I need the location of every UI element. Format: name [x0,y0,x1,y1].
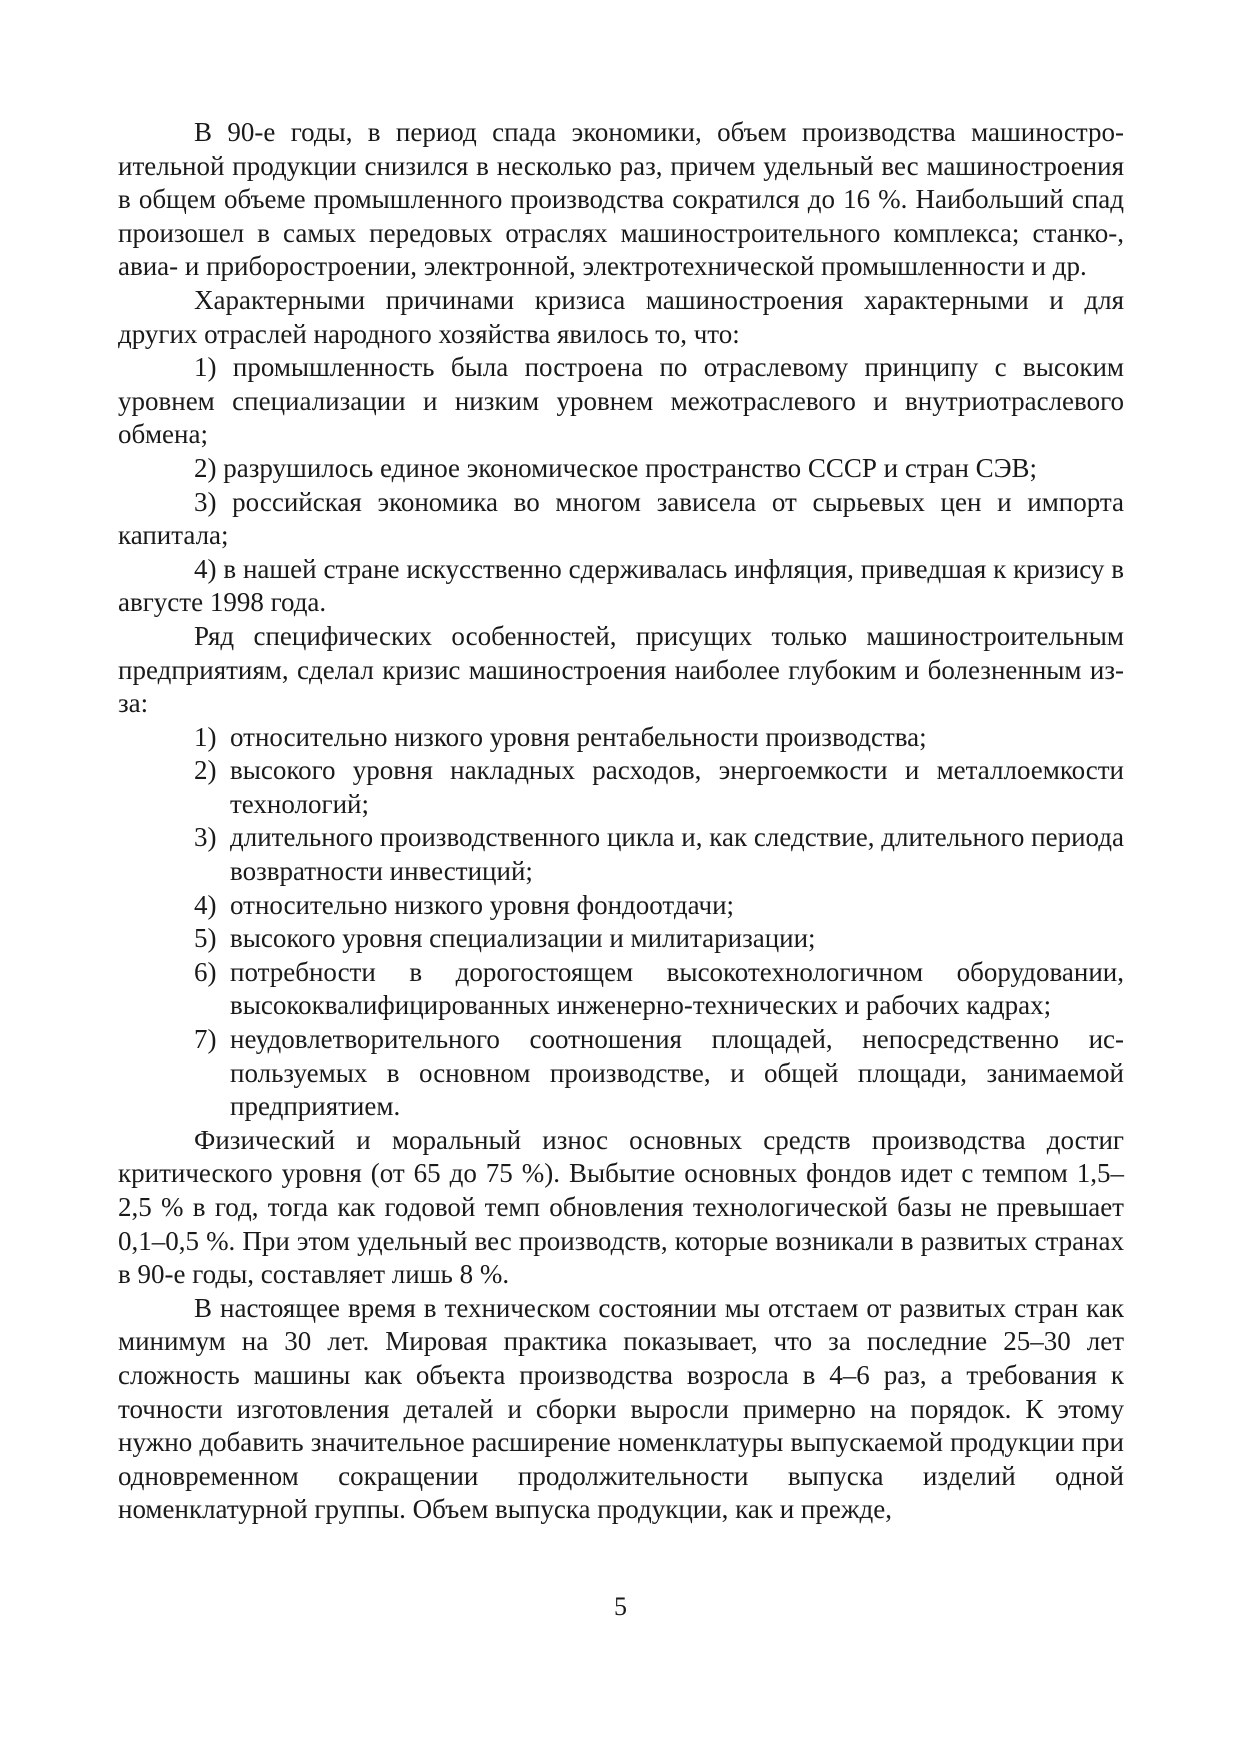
list-item-number: 7) [194,1024,217,1055]
list-item [118,721,1124,755]
list-item [118,956,1124,1023]
list-item-text: потребности в дорогостоящем высокотехнологичном оборудовании, высококвалифицированных инженерно-технических и рабочих кадрах; [230,956,1124,1021]
cause-item-1: 1) промышленность была построена по отраслевому принципу с высоким уровнем специализации и низким уровнем межотраслевого и внутриотраслевого обмена; [118,352,1124,450]
list-item [118,889,1124,923]
list-item [118,754,1124,821]
causes-intro-paragraph: Характерными причинами кризиса машиностроения характерными и для других отраслей народного хозяйства явилось то, что: [118,284,1124,349]
page-body [118,116,1124,1527]
cause-item-2: 2) разрушилось единое экономическое пространство СССР и стран СЭВ; [194,452,1038,483]
features-intro-paragraph: Ряд специфических особенностей, присущих только машиностроительным предприятиям, сделал кризис машиностроения наиболее глубоким и болезненным из-за: [118,620,1124,719]
list-item-number: 2) [194,755,217,786]
list-item-text: высокого уровня накладных расходов, энергоемкости и металлоемкости технологий; [230,755,1124,819]
present-paragraph: В настоящее время в техническом состоянии мы отстаем от развитых стран как минимум на 30 лет. Мировая практика показывает, что за последние 25–30 лет сложность машины как объекта производства возросла в 4–6 раз, а требования к точности изготовления деталей и сборки выросли примерно на порядок. К этому нужно добавить значительное расширение номенклатуры выпускаемой продукции при одновременном сокращении продолжительности выпуска изделий одной номенклатурной группы. Объем выпуска продукции, как и прежде, [118,1292,1124,1525]
list-item-number: 6) [194,956,217,987]
cause-item-3: 3) российская экономика во многом зависела от сырьевых цен и импорта капитала; [118,486,1124,551]
list-item-text: длительного производственного цикла и, как следствие, длительного периода возвратности инвестиций; [230,822,1124,887]
cause-item-4: 4) в нашей стране искусственно сдерживалась инфляция, приведшая к кризису в августе 1998 года. [118,553,1124,618]
list-item [118,821,1124,888]
list-item-text: относительно низкого уровня фондоотдачи; [230,889,735,920]
features-list [118,721,1124,1124]
list-item-text: относительно низкого уровня рентабельности производства; [230,721,927,752]
list-item [118,1023,1124,1124]
wear-paragraph: Физический и моральный износ основных средств производства достиг критического уровня (от 65 до 75 %). Выбытие основных фондов идет с темпом 1,5–2,5 % в год, тогда как годовой темп обновления технологической базы не превышает 0,1–0,5 %. При этом удельный вес производств, которые возникали в развитых странах в 90-е годы, составляет лишь 8 %. [118,1124,1124,1290]
list-item-number: 4) [194,889,217,920]
list-item-number: 1) [194,721,217,752]
list-item [118,922,1124,956]
page-number: 5 [614,1592,627,1621]
list-item-number: 5) [194,923,217,954]
list-item-number: 3) [194,822,217,853]
list-item-text: неудовлетворительного соотношения площадей, непосредственно используемых в основном производстве, и общей площади, занимаемой предприятием. [230,1024,1124,1122]
intro-paragraph: В 90-е годы, в период спада экономики, объем производства машиностроительной продукции снизился в несколько раз, причем удельный вес машиностроения в общем объеме промышленного производства сократился до 16 %. Наибольший спад произошел в самых передовых отраслях машиностроительного комплекса; станко-, авиа- и приборостроении, электронной, электротехнической промышленности и др. [118,117,1124,282]
list-item-text: высокого уровня специализации и милитаризации; [230,923,816,954]
